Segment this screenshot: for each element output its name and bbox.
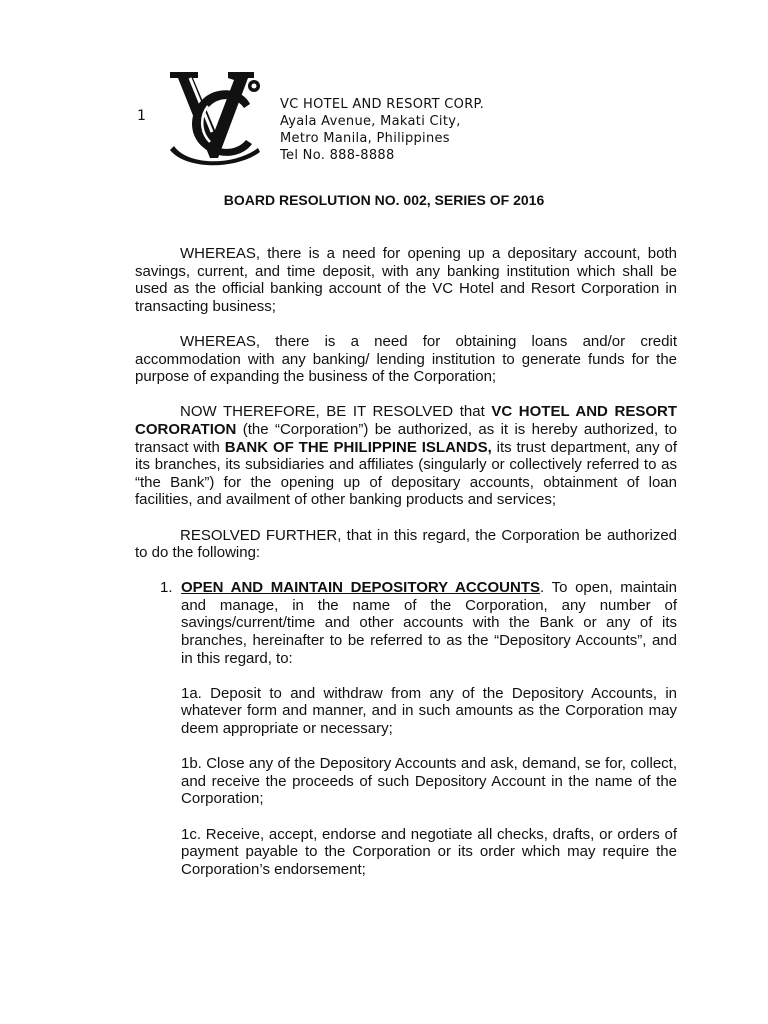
list-item-text: . To open, maintain and manage, in the name of the Corporation, any number of savings/current/time and other accounts with the Bank or any of its branches, hereinafter to be referred to as the “Depository Accounts”, and in this regard, to: (181, 579, 677, 667)
company-info (280, 96, 484, 164)
resolved-text-2: (the “Corporation”) be authorized, as it is hereby authorized, to transact with (135, 420, 677, 456)
company-address-line1: Ayala Avenue, Makati City, (280, 114, 461, 129)
page-number: 1 (137, 108, 146, 124)
list-item-number: 1. (160, 579, 173, 597)
corporation-name-bold: VC HOTEL AND RESORT CORORATION (135, 403, 677, 438)
resolved-further-paragraph: RESOLVED FURTHER, that in this regard, the Corporation be authorized to do the following: (135, 526, 677, 562)
company-telephone: Tel No. 888-8888 (280, 148, 395, 163)
subitem-1b: 1b. Close any of the Depository Accounts and ask, demand, se for, collect, and receive the proceeds of such Depository Account in the name of the Corporation; (181, 755, 677, 808)
list-item-1 (135, 579, 677, 667)
company-address-line2: Metro Manila, Philippines (280, 131, 450, 146)
resolved-text-1: NOW THEREFORE, BE IT RESOLVED that (180, 403, 492, 421)
whereas-paragraph-2: WHEREAS, there is a need for obtaining loans and/or credit accommodation with any banking/ lending institution to generate funds for the purpose of expanding the business of the Corporation; (135, 332, 677, 386)
list-item-heading: OPEN AND MAINTAIN DEPOSITORY ACCOUNTS (181, 579, 541, 597)
whereas-paragraph-1: WHEREAS, there is a need for opening up a depositary account, both savings, current, and time deposit, with any banking institution which shall be used as the official banking account of the VC Hotel and Resort Corporation in transacting business; (135, 245, 677, 315)
company-name: VC HOTEL AND RESORT CORP. (280, 97, 485, 112)
company-logo (164, 66, 266, 166)
document-body (135, 245, 677, 896)
bank-name-bold: BANK OF THE PHILIPPINE ISLANDS, (224, 438, 492, 456)
resolved-paragraph (135, 403, 677, 509)
subitem-1c: 1c. Receive, accept, endorse and negotiate all checks, drafts, or orders of payment payable to the Corporation or its order which may require the Corporation’s endorsement; (181, 825, 677, 878)
resolved-text-3: its trust department, any of its branches, its subsidiaries and affiliates (singularly or collectively referred to as “the Bank”) for the opening up of depositary accounts, obtainment of loan facilities, and availment of other banking products and services; (135, 438, 677, 509)
vc-monogram-icon (164, 66, 266, 166)
subitem-1a: 1a. Deposit to and withdraw from any of the Depository Accounts, in whatever form and manner, and in such amounts as the Corporation may deem appropriate or necessary; (181, 684, 677, 738)
document-title: BOARD RESOLUTION NO. 002, SERIES OF 2016 (223, 192, 545, 208)
